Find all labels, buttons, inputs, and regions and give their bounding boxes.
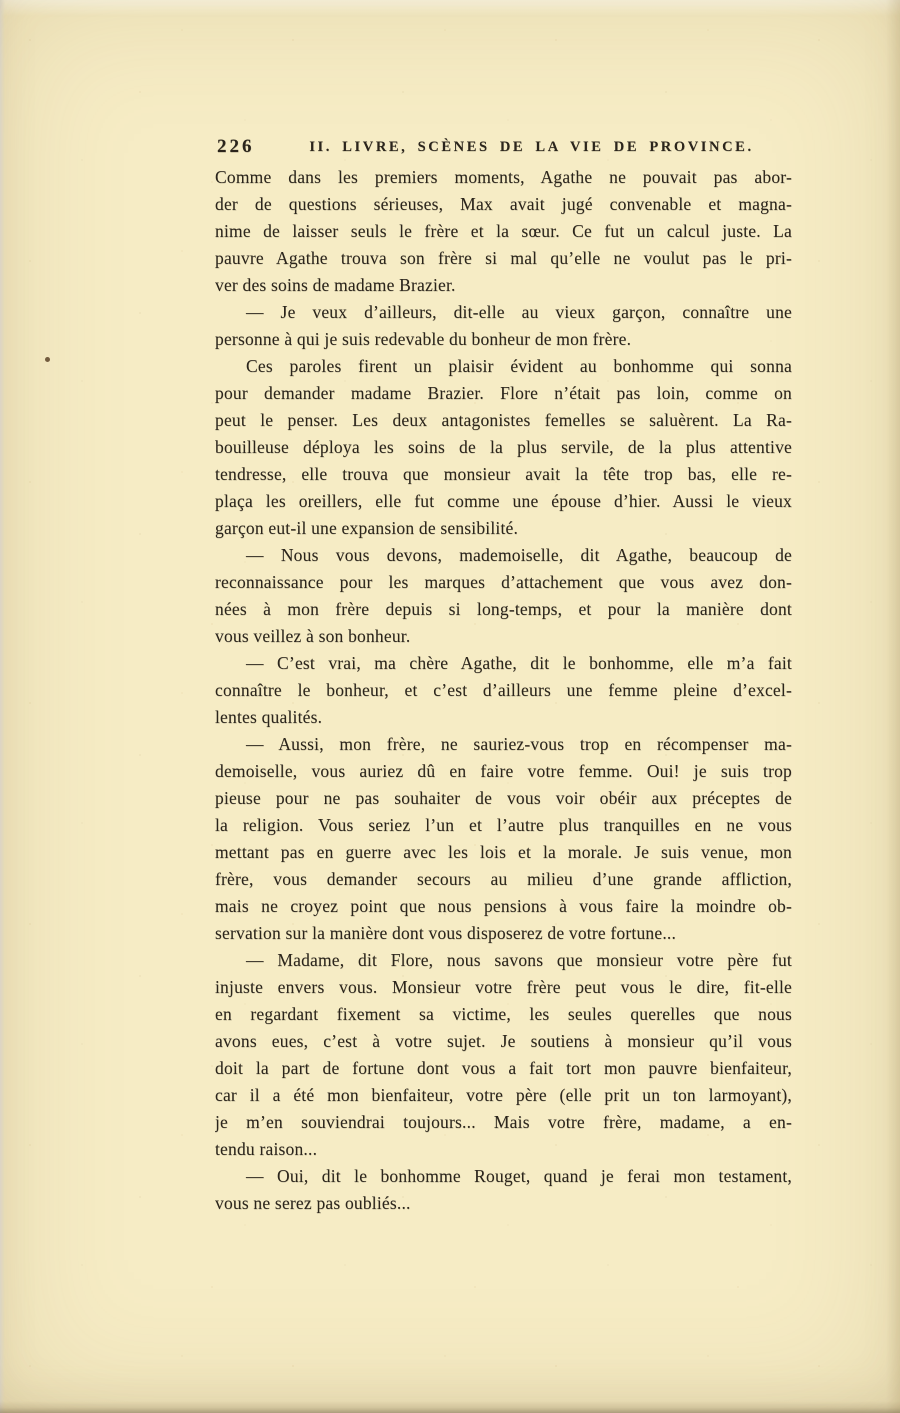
text-line: tendresse, elle trouva que monsieur avait la tête trop bas, elle re- — [215, 464, 792, 484]
text-line: servation sur la manière dont vous disposerez de votre fortune... — [215, 923, 677, 943]
running-header — [215, 136, 792, 160]
text-line: reconnaissance pour les marques d’attachement que vous avez don- — [215, 572, 792, 592]
text-line: en regardant fixement sa victime, les seules querelles que nous — [215, 1004, 792, 1024]
text-line: nées à mon frère depuis si long-temps, et pour la manière dont — [215, 599, 792, 619]
text-line: vous ne serez pas oubliés... — [215, 1193, 411, 1213]
text-line: connaître le bonheur, et c’est d’ailleurs une femme pleine d’excel- — [215, 680, 792, 700]
page-body-text — [215, 164, 792, 1217]
text-line: nime de laisser seuls le frère et la sœur. Ce fut un calcul juste. La — [215, 221, 792, 241]
text-line: car il a été mon bienfaiteur, votre père (elle prit un ton larmoyant), — [215, 1085, 792, 1105]
text-line: mais ne croyez point que nous pensions à vous faire la moindre ob- — [215, 896, 792, 916]
text-line: — Je veux d’ailleurs, dit-elle au vieux garçon, connaître une — [246, 302, 792, 322]
text-line: — Aussi, mon frère, ne sauriez-vous trop en récompenser ma- — [246, 734, 792, 754]
ink-spot — [45, 357, 50, 362]
text-line: bouilleuse déploya les soins de la plus servile, de la plus attentive — [215, 437, 792, 457]
text-line: peut le penser. Les deux antagonistes femelles se saluèrent. La Ra- — [215, 410, 792, 430]
text-line: — Oui, dit le bonhomme Rouget, quand je ferai mon testament, — [246, 1166, 792, 1186]
text-line: plaça les oreillers, elle fut comme une épouse d’hier. Aussi le vieux — [215, 491, 792, 511]
page-number: 226 — [217, 136, 255, 157]
text-line: lentes qualités. — [215, 707, 323, 727]
text-line: pieuse pour ne pas souhaiter de vous voir obéir aux préceptes de — [215, 788, 792, 808]
text-line: tendu raison... — [215, 1139, 318, 1159]
text-line: vous veillez à son bonheur. — [215, 626, 411, 646]
page-right-edge — [886, 0, 900, 1413]
text-line: injuste envers vous. Monsieur votre frère peut vous le dire, fit-elle — [215, 977, 792, 997]
text-line: — Nous vous devons, mademoiselle, dit Agathe, beaucoup de — [246, 545, 792, 565]
text-line: personne à qui je suis redevable du bonheur de mon frère. — [215, 329, 632, 349]
page-bottom-edge — [0, 1401, 900, 1413]
text-line: ver des soins de madame Brazier. — [215, 275, 456, 295]
text-line: Comme dans les premiers moments, Agathe ne pouvait pas abor- — [215, 167, 792, 187]
text-line: Ces paroles firent un plaisir évident au bonhomme qui sonna — [246, 356, 792, 376]
text-line: pauvre Agathe trouva son frère si mal qu’elle ne voulut pas le pri- — [215, 248, 792, 268]
text-line: pour demander madame Brazier. Flore n’était pas loin, comme on — [215, 383, 792, 403]
text-line: — Madame, dit Flore, nous savons que monsieur votre père fut — [246, 950, 792, 970]
text-line: — C’est vrai, ma chère Agathe, dit le bonhomme, elle m’a fait — [246, 653, 792, 673]
text-line: demoiselle, vous auriez dû en faire votre femme. Oui! je suis trop — [215, 761, 792, 781]
text-line: je m’en souviendrai toujours... Mais votre frère, madame, a en- — [215, 1112, 792, 1132]
text-line: frère, vous demander secours au milieu d’une grande affliction, — [215, 869, 792, 889]
text-line: la religion. Vous seriez l’un et l’autre plus tranquilles en ne vous — [215, 815, 792, 835]
text-line: doit la part de fortune dont vous a fait tort mon pauvre bienfaiteur, — [215, 1058, 792, 1078]
running-header-title: II. LIVRE, SCÈNES DE LA VIE DE PROVINCE. — [309, 139, 754, 155]
page-left-edge — [0, 0, 5, 1413]
text-line: der de questions sérieuses, Max avait jugé convenable et magna- — [215, 194, 792, 214]
text-line: mettant pas en guerre avec les lois et la morale. Je suis venue, mon — [215, 842, 792, 862]
text-line: avons eues, c’est à votre sujet. Je soutiens à monsieur qu’il vous — [215, 1031, 792, 1051]
text-line: garçon eut-il une expansion de sensibilité. — [215, 518, 519, 538]
page-top-edge — [0, 0, 900, 16]
